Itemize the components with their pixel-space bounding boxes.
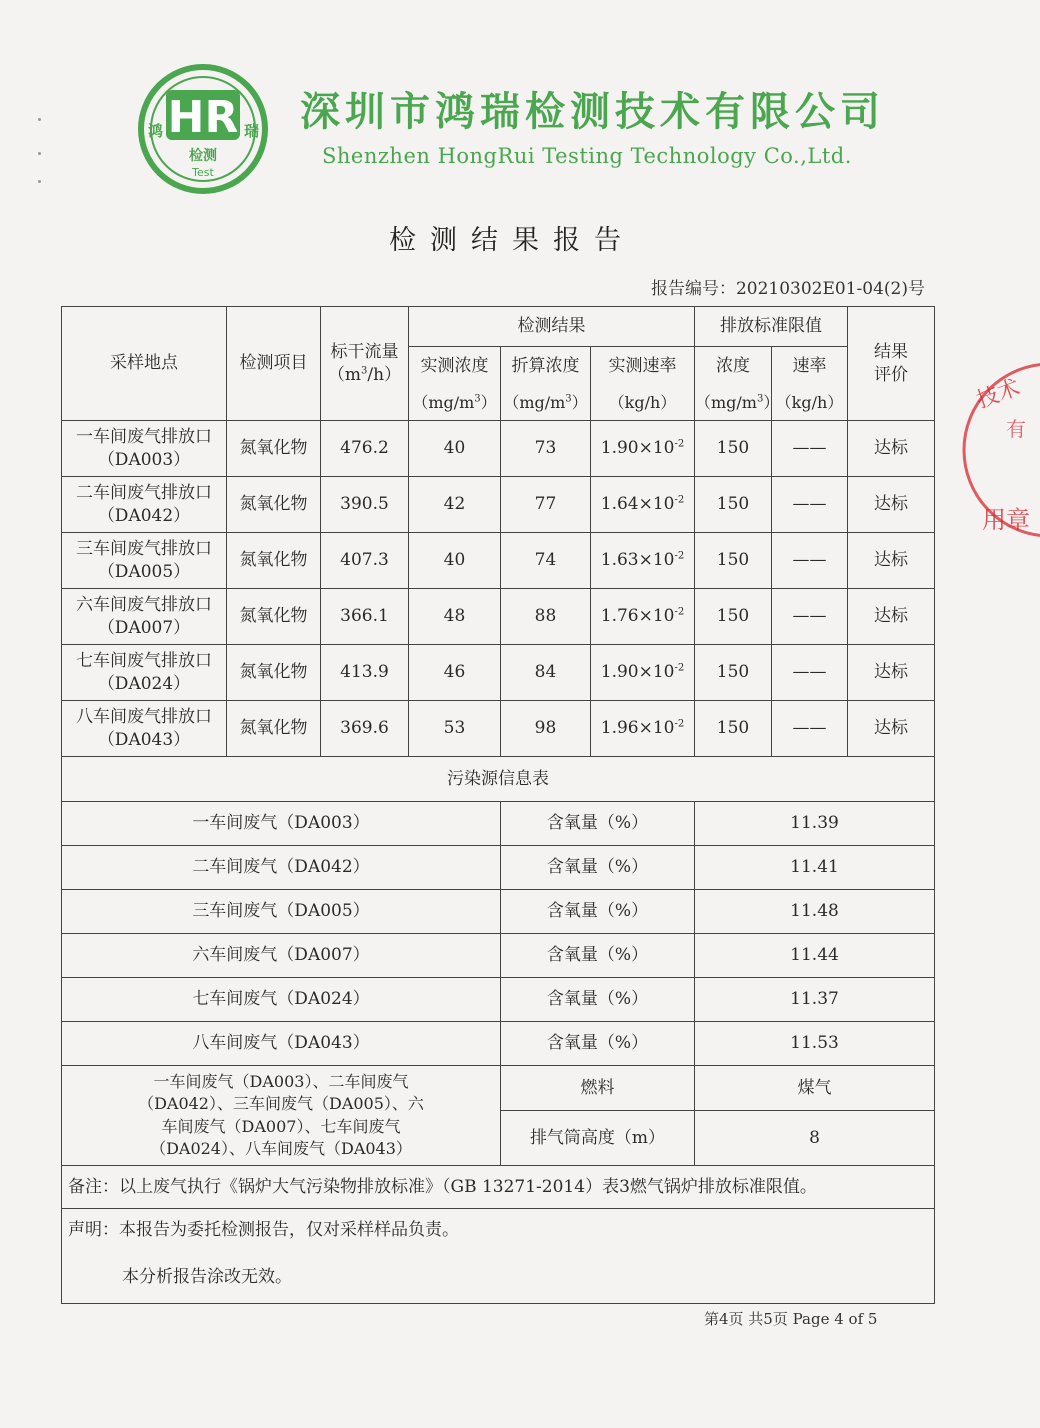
site-cell: 七车间废气排放口 （DA024） <box>62 645 227 701</box>
official-stamp <box>960 340 1040 560</box>
table-row: 八车间废气排放口 （DA043） 氮氧化物 369.6 53 98 $1.96\times 10^{-2}$ 150 —— 达标 <box>62 701 935 757</box>
source-row: 二车间废气（DA042） 含氧量（%） 11.41 <box>62 846 935 890</box>
site-cell: 二车间废气排放口 （DA042） <box>62 477 227 533</box>
header-limits-group: 排放标准限值 <box>695 307 848 347</box>
unit-limit-conc: $(mg/m^3)$ <box>695 387 772 421</box>
remark: 备注：以上废气执行《锅炉大气污染物排放标准》（GB 13271-2014）表3燃气锅炉排放标准限值。 <box>62 1166 935 1209</box>
unit-measured-rate: （kg/h） <box>591 387 695 421</box>
unit-converted-conc: $(mg/m^3)$ <box>501 387 591 421</box>
logo-en: Test <box>192 166 214 179</box>
company-name-cn: 深圳市鸿瑞检测技术有限公司 <box>300 89 885 135</box>
header-limit-conc: 浓度 <box>695 347 772 387</box>
site-cell: 六车间废气排放口 （DA007） <box>62 589 227 645</box>
site-cell: 一车间废气排放口 （DA003） <box>62 421 227 477</box>
header-site: 采样地点 <box>62 307 227 421</box>
site-cell: 三车间废气排放口 （DA005） <box>62 533 227 589</box>
header-limit-rate: 速率 <box>772 347 848 387</box>
header-measured-rate: 实测速率 <box>591 347 695 387</box>
results-table <box>61 306 935 1304</box>
unit-measured-conc: $(mg/m^3)$ <box>409 387 501 421</box>
site-cell: 八车间废气排放口 （DA043） <box>62 701 227 757</box>
stack-height-label: 排气筒高度（m） <box>501 1111 695 1166</box>
source-row: 一车间废气（DA003） 含氧量（%） 11.39 <box>62 802 935 846</box>
source-row: 八车间废气（DA043） 含氧量（%） 11.53 <box>62 1022 935 1066</box>
statement-2: 本分析报告涂改无效。 <box>62 1252 935 1304</box>
report-number: 报告编号：20210302E01-04(2)号 <box>650 279 925 299</box>
svg-text:用章: 用章 <box>982 506 1030 534</box>
header-conclusion: 结果 评价 <box>848 307 935 421</box>
header-item: 检测项目 <box>227 307 321 421</box>
header-results-group: 检测结果 <box>409 307 695 347</box>
table-row: 一车间废气排放口 （DA003） 氮氧化物 476.2 40 73 $1.90\times 10^{-2}$ 150 —— 达标 <box>62 421 935 477</box>
fuel-value: 煤气 <box>695 1066 935 1111</box>
source-row: 六车间废气（DA007） 含氧量（%） 11.44 <box>62 934 935 978</box>
logo-right-char: 瑞 <box>244 122 260 140</box>
header-flow: 标干流量 $(m^3/h)$ <box>321 307 409 421</box>
scan-mark <box>38 152 41 155</box>
logo-left-char: 鸿 <box>148 122 164 140</box>
table-row: 六车间废气排放口 （DA007） 氮氧化物 366.1 48 88 $1.76\times 10^{-2}$ 150 —— 达标 <box>62 589 935 645</box>
svg-text:技术: 技术 <box>973 375 1024 414</box>
combined-sources: 一车间废气（DA003）、二车间废气 （DA042）、三车间废气（DA005）、六 车间废气（DA007）、七车间废气 （DA024）、八车间废气（DA043） <box>62 1066 501 1166</box>
scan-mark <box>38 180 41 183</box>
header-converted-conc: 折算浓度 <box>501 347 591 387</box>
page-footer: 第4页 共5页 Page 4 of 5 <box>704 1310 878 1328</box>
report-title: 检测结果报告 <box>389 225 635 256</box>
header-measured-conc: 实测浓度 <box>409 347 501 387</box>
svg-text:有: 有 <box>1006 417 1026 441</box>
table-row: 七车间废气排放口 （DA024） 氮氧化物 413.9 46 84 $1.90\times 10^{-2}$ 150 —— 达标 <box>62 645 935 701</box>
company-name-en: Shenzhen HongRui Testing Technology Co.,Ltd. <box>322 144 852 168</box>
stack-height-value: 8 <box>695 1111 935 1166</box>
logo-cn: 检测 <box>189 148 217 164</box>
source-table-title: 污染源信息表 <box>62 757 935 802</box>
logo-hr: HR <box>167 92 239 143</box>
source-row: 三车间废气（DA005） 含氧量（%） 11.48 <box>62 890 935 934</box>
table-row: 三车间废气排放口 （DA005） 氮氧化物 407.3 40 74 $1.63\times 10^{-2}$ 150 —— 达标 <box>62 533 935 589</box>
unit-limit-rate: （kg/h） <box>772 387 848 421</box>
statement-1: 声明：本报告为委托检测报告，仅对采样样品负责。 <box>62 1209 935 1252</box>
scan-mark <box>38 118 41 121</box>
fuel-label: 燃料 <box>501 1066 695 1111</box>
source-row: 七车间废气（DA024） 含氧量（%） 11.37 <box>62 978 935 1022</box>
company-logo <box>136 62 270 196</box>
table-row: 二车间废气排放口 （DA042） 氮氧化物 390.5 42 77 $1.64\times 10^{-2}$ 150 —— 达标 <box>62 477 935 533</box>
